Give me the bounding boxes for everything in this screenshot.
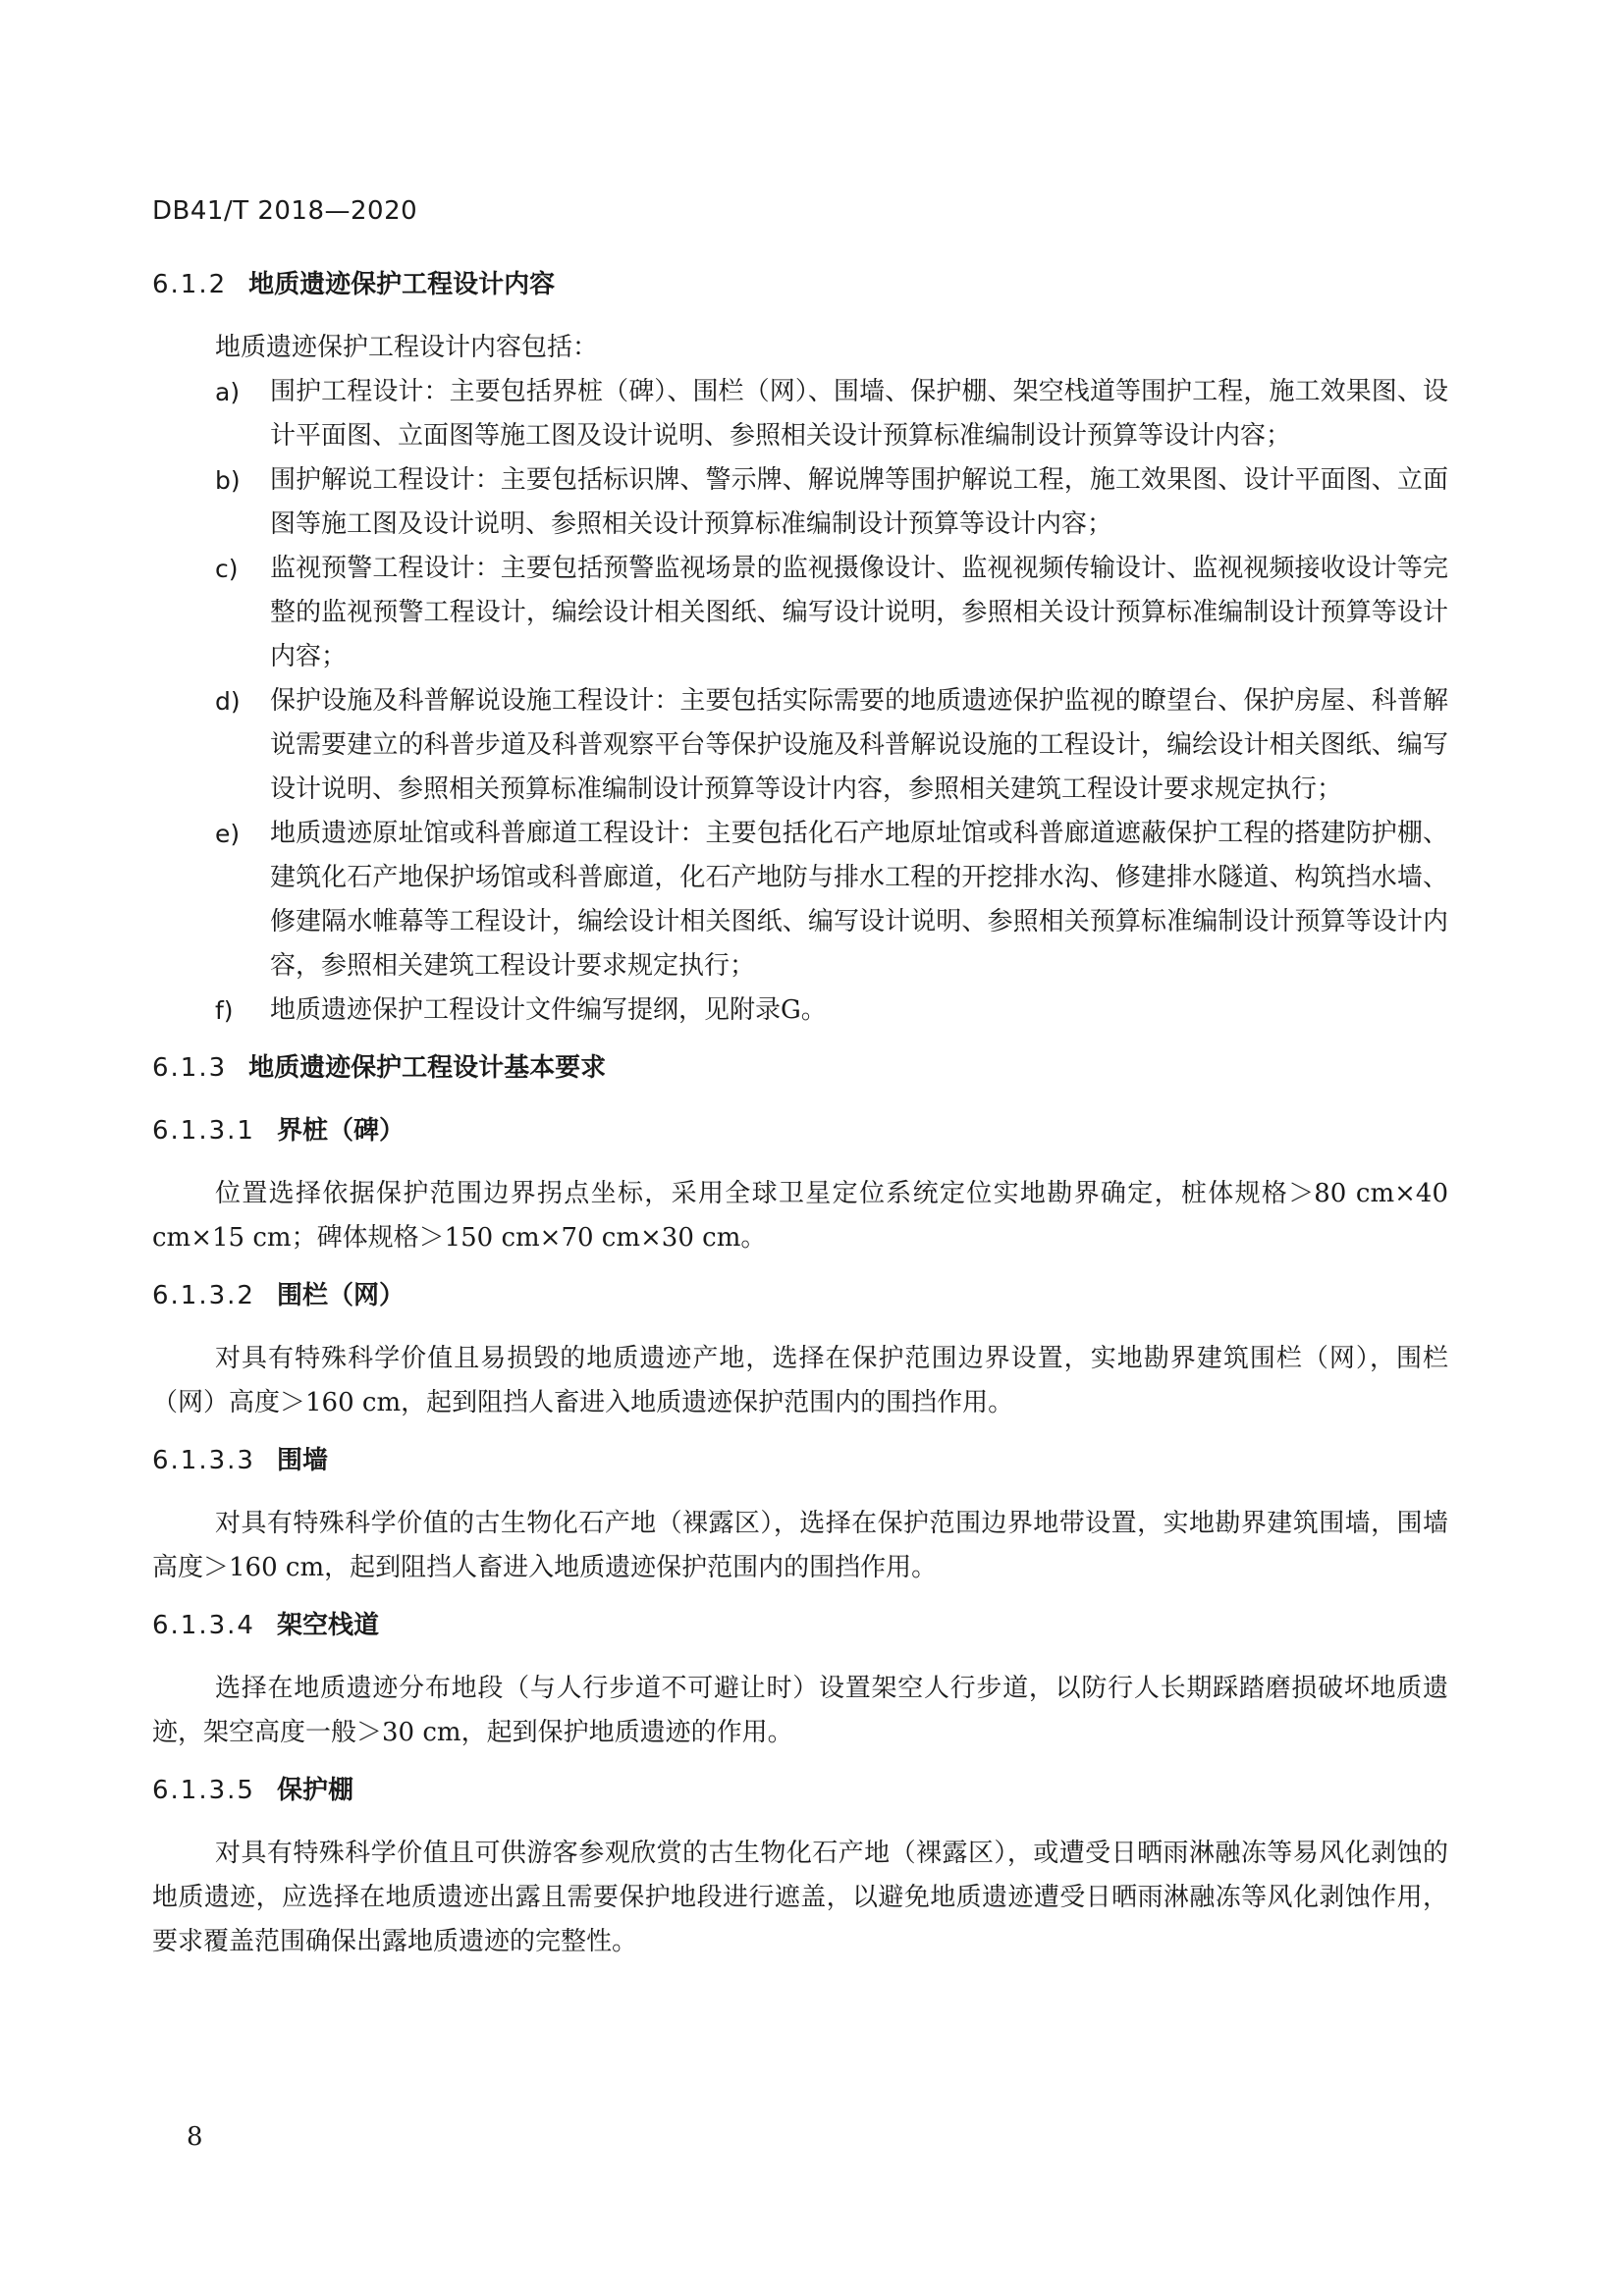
- subsection-title: 界桩（碑）: [276, 1116, 405, 1146]
- subsection-body: 对具有特殊科学价值且易损毁的地质遗迹产地，选择在保护范围边界设置，实地勘界建筑围栏（网），围栏（网）高度＞160 cm，起到阻挡人畜进入地质遗迹保护范围内的围挡作用。: [152, 1344, 1448, 1417]
- section-heading-6-1-3: [152, 1046, 1448, 1090]
- list-item: [152, 547, 1448, 679]
- subsection-number: 6.1.3.5: [152, 1776, 255, 1805]
- section-number: 6.1.2: [152, 270, 228, 299]
- page-content: [152, 263, 1448, 1978]
- subsection-title: 围栏（网）: [276, 1281, 405, 1310]
- list-item: [152, 812, 1448, 988]
- list-marker: b): [215, 466, 241, 495]
- subsection-heading-6-1-3-3: [152, 1439, 1448, 1482]
- subsection-heading-6-1-3-1: [152, 1109, 1448, 1152]
- subsection-heading-6-1-3-4: [152, 1604, 1448, 1647]
- section-number: 6.1.3: [152, 1053, 228, 1083]
- subsection-number: 6.1.3.2: [152, 1281, 255, 1310]
- page-number: 8: [187, 2122, 203, 2152]
- subsection-body: 对具有特殊科学价值且可供游客参观欣赏的古生物化石产地（裸露区），或遭受日晒雨淋融冻等易风化剥蚀的地质遗迹，应选择在地质遗迹出露且需要保护地段进行遮盖，以避免地质遗迹遭受日晒雨淋融冻等风化剥蚀作用，要求覆盖范围确保出露地质遗迹的完整性。: [152, 1839, 1448, 1956]
- subsection-body: 对具有特殊科学价值的古生物化石产地（裸露区），选择在保护范围边界地带设置，实地勘界建筑围墙，围墙高度＞160 cm，起到阻挡人畜进入地质遗迹保护范围内的围挡作用。: [152, 1509, 1448, 1582]
- list-item-text: 地质遗迹原址馆或科普廊道工程设计：主要包括化石产地原址馆或科普廊道遮蔽保护工程的搭建防护棚、建筑化石产地保护场馆或科普廊道，化石产地防与排水工程的开挖排水沟、修建排水隧道、构筑挡水墙、修建隔水帷幕等工程设计，编绘设计相关图纸、编写设计说明、参照相关预算标准编制设计预算等设计内容，参照相关建筑工程设计要求规定执行；: [270, 819, 1448, 981]
- list-marker: f): [215, 996, 234, 1025]
- subsection-heading-6-1-3-2: [152, 1274, 1448, 1317]
- list-item-text: 保护设施及科普解说设施工程设计：主要包括实际需要的地质遗迹保护监视的瞭望台、保护房屋、科普解说需要建立的科普步道及科普观察平台等保护设施及科普解说设施的工程设计，编绘设计相关图纸、编写设计说明、参照相关预算标准编制设计预算等设计内容，参照相关建筑工程设计要求规定执行；: [270, 686, 1448, 804]
- document-code: DB41/T 2018—2020: [152, 196, 418, 226]
- section-title: 地质遗迹保护工程设计基本要求: [248, 1053, 607, 1083]
- subsection-body: 选择在地质遗迹分布地段（与人行步道不可避让时）设置架空人行步道，以防行人长期踩踏磨损破坏地质遗迹，架空高度一般＞30 cm，起到保护地质遗迹的作用。: [152, 1674, 1448, 1747]
- list-item: [152, 458, 1448, 547]
- list-marker: a): [215, 378, 241, 406]
- list-item-text: 地质遗迹保护工程设计文件编写提纲，见附录G。: [270, 995, 827, 1025]
- subsection-title: 围墙: [276, 1446, 328, 1475]
- list-marker: d): [215, 687, 241, 716]
- subsection-number: 6.1.3.1: [152, 1116, 255, 1146]
- subsection-title: 保护棚: [276, 1776, 353, 1805]
- list-item: [152, 679, 1448, 812]
- list-marker: c): [215, 555, 239, 583]
- subsection-body: 位置选择依据保护范围边界拐点坐标，采用全球卫星定位系统定位实地勘界确定，桩体规格＞80 cm×40 cm×15 cm；碑体规格＞150 cm×70 cm×30 cm。: [152, 1179, 1448, 1253]
- list-item: [152, 988, 1448, 1033]
- list-item-text: 围护解说工程设计：主要包括标识牌、警示牌、解说牌等围护解说工程，施工效果图、设计平面图、立面图等施工图及设计说明、参照相关设计预算标准编制设计预算等设计内容；: [270, 465, 1448, 539]
- section-heading-6-1-2: [152, 263, 1448, 306]
- section-intro: 地质遗迹保护工程设计内容包括：: [215, 333, 599, 362]
- list-item-text: 监视预警工程设计：主要包括预警监视场景的监视摄像设计、监视视频传输设计、监视视频接收设计等完整的监视预警工程设计，编绘设计相关图纸、编写设计说明，参照相关设计预算标准编制设计预算等设计内容；: [270, 554, 1448, 671]
- design-content-list: [152, 370, 1448, 1033]
- subsection-number: 6.1.3.3: [152, 1446, 255, 1475]
- subsection-heading-6-1-3-5: [152, 1769, 1448, 1812]
- list-item: [152, 370, 1448, 458]
- section-title: 地质遗迹保护工程设计内容: [248, 270, 556, 299]
- list-marker: e): [215, 820, 241, 848]
- subsection-title: 架空栈道: [276, 1611, 379, 1640]
- list-item-text: 围护工程设计：主要包括界桩（碑）、围栏（网）、围墙、保护棚、架空栈道等围护工程，施工效果图、设计平面图、立面图等施工图及设计说明、参照相关设计预算标准编制设计预算等设计内容；: [270, 377, 1448, 451]
- subsection-number: 6.1.3.4: [152, 1611, 255, 1640]
